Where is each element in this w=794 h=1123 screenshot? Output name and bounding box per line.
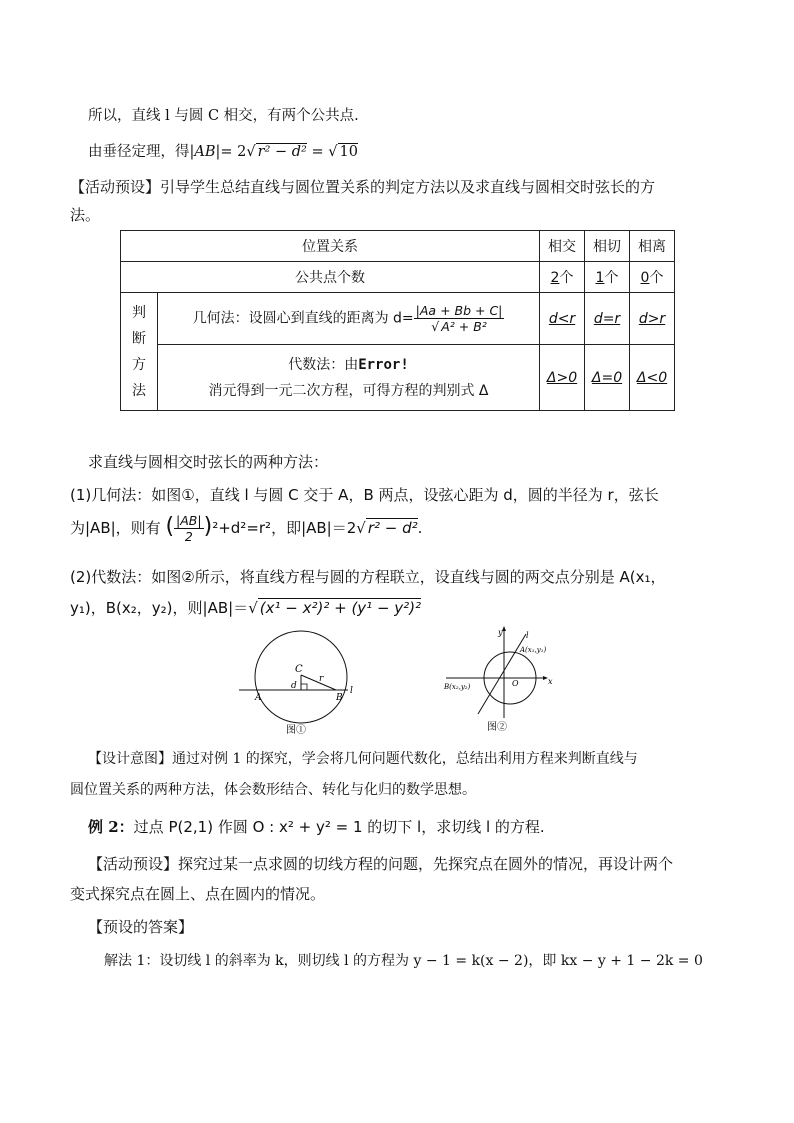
table-header: 相离 bbox=[630, 231, 675, 262]
activity-label: 【活动预设】 bbox=[70, 178, 161, 196]
table-row bbox=[121, 231, 675, 262]
activity-preset-1 bbox=[70, 176, 655, 197]
table-header: 相交 bbox=[540, 231, 585, 262]
activity-preset-2: 【活动预设】探究过某一点求圆的切线方程的问题，先探究点在圆外的情况，再设计两个 bbox=[88, 855, 674, 873]
geometric-method: 几何法：设圆心到直线的距离为 d= $\frac{|Aa + Bb + C|}{\text{√ A² + B²}}$ bbox=[158, 293, 540, 345]
label-b: B bbox=[336, 693, 343, 703]
label-l: l bbox=[526, 631, 529, 640]
y-arrow bbox=[502, 626, 506, 631]
conclusion-line: 所以，直线 l 与圆 C 相交，有两个公共点. bbox=[88, 108, 359, 124]
chord-ab: AB bbox=[194, 144, 216, 160]
label-a: A bbox=[255, 693, 262, 703]
table-cell: Δ=0 bbox=[585, 345, 630, 411]
method2-line-a: (2)代数法：如图②所示，将直线方程与圆的方程联立，设直线与圆的两交点分别是 A(x₁， bbox=[70, 568, 666, 586]
table-cell: 0个 bbox=[630, 262, 675, 293]
relation-table bbox=[120, 230, 675, 411]
right-angle-mark bbox=[301, 684, 307, 690]
table-row bbox=[121, 345, 675, 411]
table-cell: Δ>0 bbox=[540, 345, 585, 411]
figure-1 bbox=[236, 630, 366, 740]
label-o: O bbox=[512, 679, 519, 688]
label-l: l bbox=[350, 686, 353, 696]
table-cell: 1个 bbox=[585, 262, 630, 293]
label-y: y bbox=[498, 628, 503, 637]
table-cell: 2个 bbox=[540, 262, 585, 293]
table-header: 相切 bbox=[585, 231, 630, 262]
table-header: 位置关系 bbox=[121, 231, 540, 262]
chord-prefix: 由垂径定理，得| bbox=[88, 144, 195, 160]
method2-line-b: y₁)，B(x₂，y₂)，则|AB|＝√ (x¹ − x²)² + (y¹ − y²)² bbox=[70, 599, 422, 617]
algebraic-method: 代数法：由Error! 消元得到一元二次方程，可得方程的判别式 Δ bbox=[158, 345, 540, 411]
chord-eq: = bbox=[306, 144, 329, 160]
table-cell: d>r bbox=[630, 293, 675, 345]
design-intent-cont: 圆位置关系的两种方法，体会数形结合、转化与化归的数学思想。 bbox=[70, 782, 476, 798]
table-row bbox=[121, 293, 675, 345]
chord-sqrt: r² − d² bbox=[257, 144, 307, 160]
design-intent bbox=[88, 748, 638, 768]
label-b: B(x₂,y₂) bbox=[444, 683, 471, 691]
table-cell: d<r bbox=[540, 293, 585, 345]
error-field: Error! bbox=[358, 356, 409, 373]
preset-answer-label: 【预设的答案】 bbox=[88, 918, 194, 936]
method1-line-a: (1)几何法：如图①，直线 l 与圆 C 交于 A，B 两点，设弦心距为 d，圆的半径为 r，弦长 bbox=[70, 486, 659, 504]
side-label: 判 断 方 法 bbox=[121, 293, 158, 411]
example-2-label: 例 2： bbox=[88, 818, 134, 836]
table-cell: 公共点个数 bbox=[121, 262, 540, 293]
label-d: d bbox=[291, 681, 297, 691]
activity-preset-2-cont: 变式探究点在圆上、点在圆内的情况。 bbox=[70, 885, 326, 903]
design-label: 【设计意图】 bbox=[88, 751, 172, 767]
solution-1: 解法 1：设切线 l 的斜率为 k，则切线 l 的方程为 y − 1 = k(x − 2)，即 kx − y + 1 − 2k = 0 bbox=[104, 953, 703, 969]
table-cell: d=r bbox=[585, 293, 630, 345]
chord-methods-title: 求直线与圆相交时弦长的两种方法： bbox=[88, 453, 329, 471]
example-2 bbox=[88, 816, 545, 837]
method1-line-b: 为|AB|，则有 ( $\frac{|AB|}{2}$ )²+d²=r²，即|AB|＝2√ r² − d². bbox=[70, 513, 423, 544]
table-cell: Δ<0 bbox=[630, 345, 675, 411]
figure-2 bbox=[440, 626, 565, 738]
activity-preset-1-cont: 法。 bbox=[70, 206, 101, 224]
design-text-a: 通过对例 1 的探究，学会将几何问题代数化，总结出利用方程来判断直线与 bbox=[172, 751, 638, 767]
chord-sqrt2: 10 bbox=[339, 144, 358, 160]
chord-length-line: 由垂径定理，得|AB|= 2√ r² − d² = √ 10 bbox=[88, 144, 358, 160]
figure-1-caption: 图① bbox=[286, 725, 306, 736]
label-r: r bbox=[319, 674, 324, 684]
activity-text-a: 引导学生总结直线与圆位置关系的判定方法以及求直线与圆相交时弦长的方 bbox=[160, 178, 656, 196]
table-row bbox=[121, 262, 675, 293]
chord-mid: |= 2 bbox=[215, 144, 247, 160]
label-x: x bbox=[548, 677, 553, 686]
figure-2-caption: 图② bbox=[487, 722, 507, 733]
label-a: A(x₁,y₁) bbox=[520, 646, 547, 654]
label-c: C bbox=[295, 664, 303, 675]
example-2-text: 过点 P(2,1) 作圆 O : x² + y² = 1 的切下 l，求切线 l 的方程. bbox=[133, 818, 545, 836]
